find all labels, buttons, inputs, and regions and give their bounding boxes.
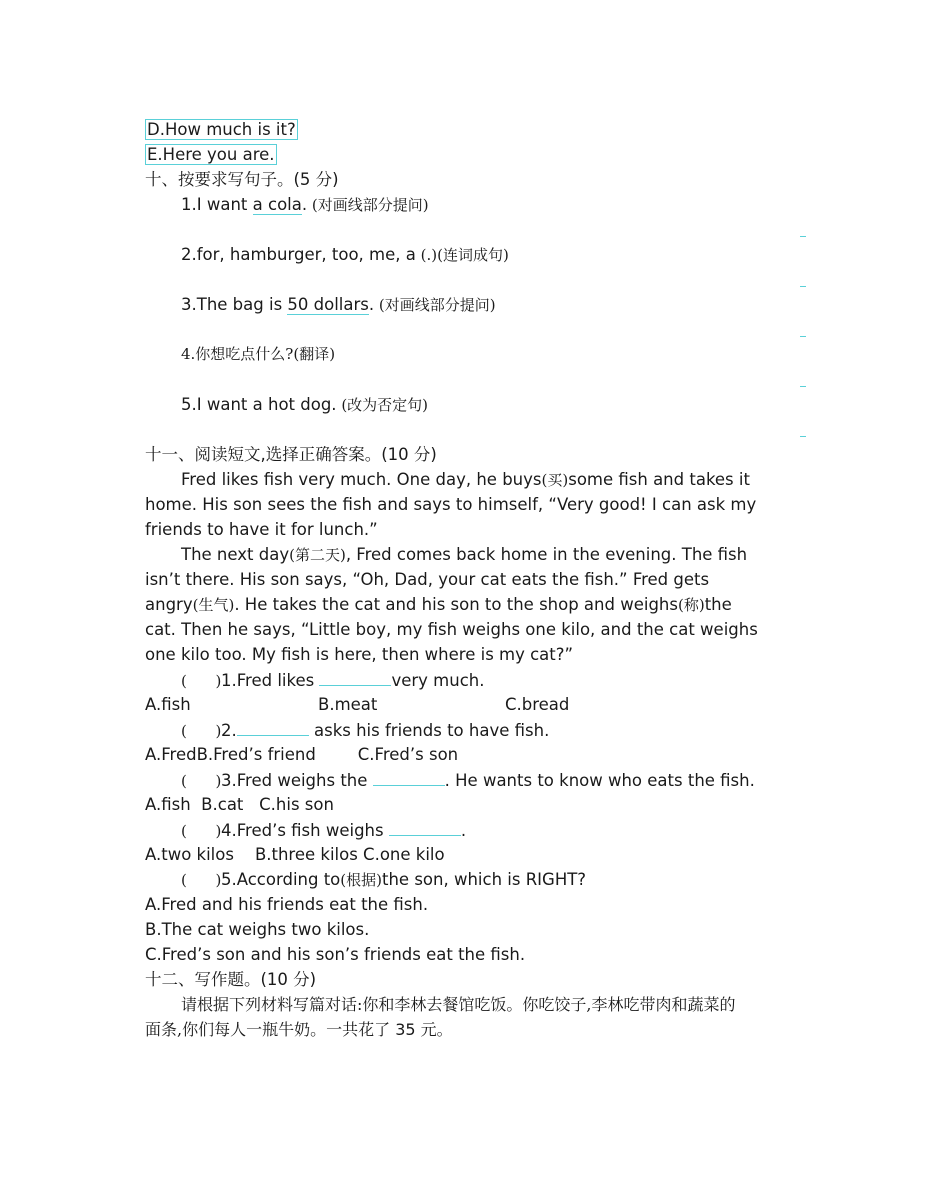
- s11-q4-stem: ( )4.Fred’s fish weighs .: [181, 817, 466, 842]
- s10-q4: 4.你想吃点什么?(翻译): [181, 345, 336, 363]
- s10-q3: 3.The bag is 50 dollars. (对画线部分提问): [181, 295, 496, 314]
- s11-q5-option-c: C.Fred’s son and his son’s friends eat the fish.: [145, 945, 526, 964]
- s11-q3-options: A.fish B.cat C.his son: [145, 795, 334, 814]
- fill-blank[interactable]: [373, 767, 445, 786]
- answer-paren[interactable]: ( ): [181, 871, 222, 889]
- s11-q5-stem: ( )5.According to(根据)the son, which is RIGHT?: [181, 867, 586, 892]
- s11-q2-stem: ( )2. asks his friends to have fish.: [181, 717, 549, 742]
- section-10-heading: 十、按要求写句子。(5 分): [145, 170, 339, 189]
- passage-line: isn’t there. His son says, “Oh, Dad, your cat eats the fish.” Fred gets: [145, 570, 710, 589]
- fill-blank[interactable]: [237, 717, 309, 736]
- passage-line: Fred likes fish very much. One day, he buys(买)some fish and takes it: [181, 470, 750, 489]
- answer-paren[interactable]: ( ): [181, 672, 222, 690]
- s10-q1: 1.I want a cola. (对画线部分提问): [181, 195, 429, 214]
- s10-q5: 5.I want a hot dog. (改为否定句): [181, 395, 429, 414]
- fill-blank[interactable]: [319, 667, 391, 686]
- passage-line: cat. Then he says, “Little boy, my fish weighs one kilo, and the cat weighs: [145, 620, 758, 639]
- passage-line: home. His son sees the fish and says to himself, “Very good! I can ask my: [145, 495, 757, 514]
- passage-line: angry(生气). He takes the cat and his son to the shop and weighs(称)the: [145, 595, 732, 614]
- answer-paren[interactable]: ( ): [181, 722, 222, 740]
- answer-paren[interactable]: ( ): [181, 772, 222, 790]
- s11-q1-options: A.fish B.meat C.bread: [145, 695, 570, 714]
- option-d: D.How much is it?: [147, 120, 296, 139]
- s11-q4-options: A.two kilos B.three kilos C.one kilo: [145, 845, 445, 864]
- answer-mark: [800, 386, 806, 387]
- s11-q1-stem: ( )1.Fred likes very much.: [181, 667, 484, 692]
- writing-prompt-line: 面条,你们每人一瓶牛奶。一共花了 35 元。: [145, 1020, 453, 1039]
- answer-mark: [800, 436, 806, 437]
- s11-q5-option-a: A.Fred and his friends eat the fish.: [145, 895, 429, 914]
- answer-mark: [800, 336, 806, 337]
- passage-line: The next day(第二天), Fred comes back home in the evening. The fish: [181, 545, 748, 564]
- fill-blank[interactable]: [389, 817, 461, 836]
- section-11-heading: 十一、阅读短文,选择正确答案。(10 分): [145, 445, 437, 464]
- s10-q2: 2.for, hamburger, too, me, a (.)(连词成句): [181, 245, 509, 264]
- answer-mark: [800, 236, 806, 237]
- writing-prompt-line: 请根据下列材料写篇对话:你和李林去餐馆吃饭。你吃饺子,李林吃带肉和蔬菜的: [181, 995, 736, 1014]
- option-e: E.Here you are.: [147, 145, 275, 164]
- answer-paren[interactable]: ( ): [181, 822, 222, 840]
- answer-mark: [800, 286, 806, 287]
- s11-q5-option-b: B.The cat weighs two kilos.: [145, 920, 370, 939]
- passage-line: one kilo too. My fish is here, then where is my cat?”: [145, 645, 574, 664]
- s11-q3-stem: ( )3.Fred weighs the . He wants to know who eats the fish.: [181, 767, 755, 792]
- s11-q2-options: A.FredB.Fred’s friend C.Fred’s son: [145, 745, 459, 764]
- passage-line: friends to have it for lunch.”: [145, 520, 378, 539]
- section-12-heading: 十二、写作题。(10 分): [145, 970, 317, 989]
